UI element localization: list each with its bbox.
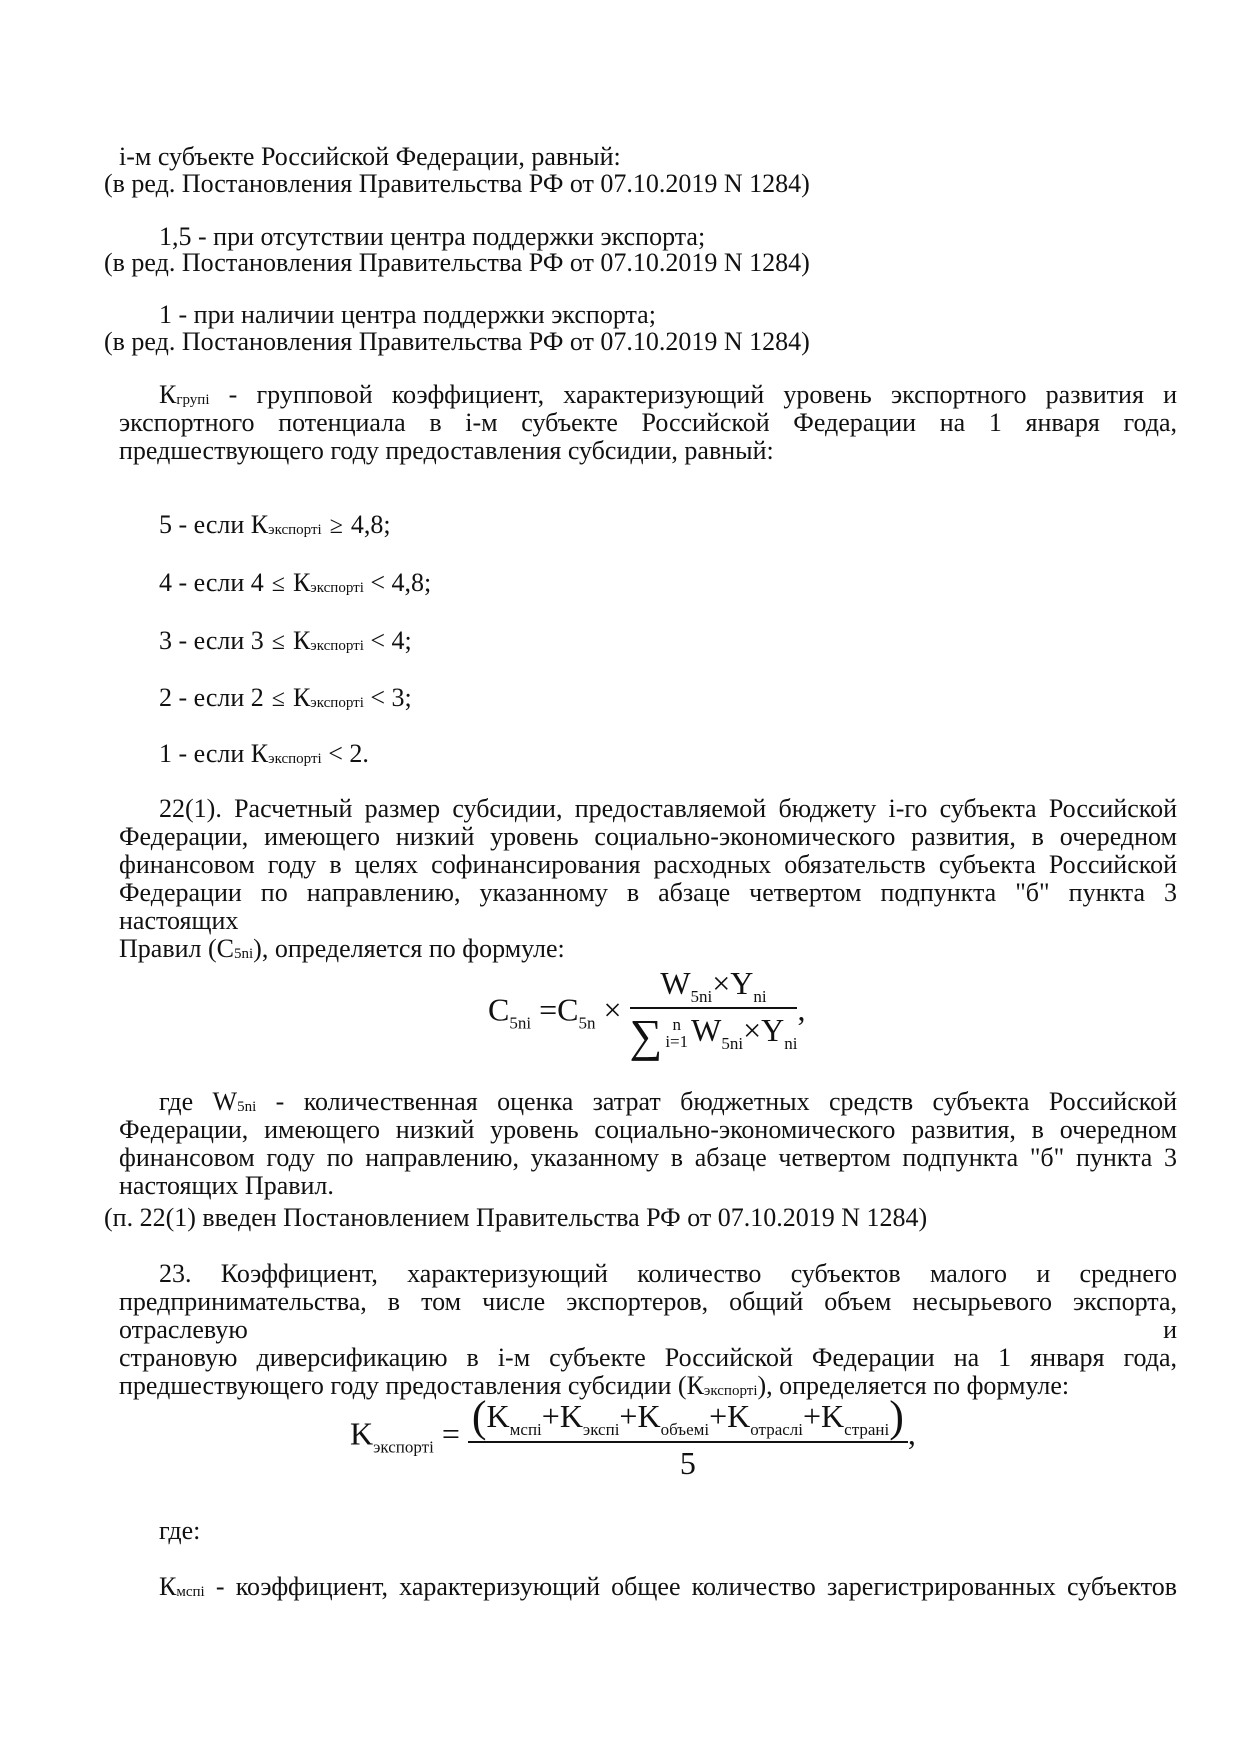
fraction: $\frac{(K_{мспi}+K_{экспi}+K_{объемi}+K_{отраслi}+K_{странi})}{5}$ [468,1395,908,1479]
fraction: $W_{5ni}\times Y_{ni}$ ∑ n i=1 $W_{5ni}\times Y_{ni}$ [629,965,798,1061]
w5ni-line-1: где $W_{5ni}$ - количественная оценка затрат бюджетных средств субъекта Российской [159,1087,1177,1116]
condition-2: 2 - если $2 \le К_{экспортi} < 3$; [159,683,412,712]
p23-line-4: предшествующего году предоставления субсидии $(К_{экспортi})$, определяется по формуле: [119,1371,1070,1400]
coefficient-item-1-5: 1,5 - при отсутствии центра поддержки экспорта; [159,222,706,251]
gte-symbol: ≥ [329,513,343,539]
sigma-icon: ∑ [629,1010,663,1061]
p22-1-line-5: Правил $(C_{5ni})$, определяется по формуле: [119,934,565,963]
formula-c5ni: $C_{5ni} =C_{5n}$ × $W_{5ni}\times Y_{ni}$ ∑ n i=1 $W_{5ni}\times Y_{ni}$ , [488,965,806,1061]
kmsp-line-1: $К_{мспi}$ - коэффициент, характеризующий общее количество зарегистрированных субъектов [159,1572,1177,1601]
lte-symbol: ≤ [271,571,285,597]
amendment-note: (в ред. Постановления Правительства РФ от 07.10.2019 N 1284) [104,327,810,356]
kgrup-line-3: предшествующего году предоставления субсидии, равный: [119,436,774,465]
p23-line-3: страновую диверсификацию в i-м субъекте Российской Федерации на 1 января года, [119,1343,1177,1372]
w5ni-line-2: Федерации, имеющего низкий уровень социально-экономического развития, в очередном [119,1115,1177,1144]
p22-1-line-4: Федерации по направлению, указанному в абзаце четвертом подпункта "б" пункта 3 настоящих [119,878,1177,935]
p22-1-line-1: 22(1). Расчетный размер субсидии, предоставляемой бюджету i-го субъекта Российской [159,794,1177,823]
amendment-note: (п. 22(1) введен Постановлением Правительства РФ от 07.10.2019 N 1284) [104,1203,928,1232]
w5ni-line-3: финансовом году по направлению, указанному в абзаце четвертом подпункта "б" пункта 3 [119,1143,1177,1172]
paragraph-23 [119,1260,1177,1400]
condition-5: 5 - если $К_{экспортi} \ge 4,8$; [159,510,391,539]
coefficient-item-1: 1 - при наличии центра поддержки экспорта; [159,300,656,329]
w5ni-line-4: настоящих Правил. [119,1171,334,1200]
intro-line: i-м субъекте Российской Федерации, равный: [119,142,621,171]
paragraph-22-1 [119,795,1177,963]
lte-symbol: ≤ [271,629,285,655]
formula-kexport: $K_{экспортi}$ = $\frac{(K_{мспi}+K_{экспi}+K_{объемi}+K_{отраслi}+K_{странi})}{5}$ , [350,1392,916,1481]
p23-line-2: предпринимательства, в том числе экспортеров, общий объем несырьевого экспорта, отраслевую и [119,1287,1177,1344]
w5ni-definition [119,1088,1177,1200]
condition-1: 1 - если $К_{экспортi} < 2$. [159,739,369,768]
p23-line-1: 23. Коэффициент, характеризующий количество субъектов малого и среднего [159,1259,1177,1288]
where-label: где: [159,1516,201,1545]
kmsp-definition [119,1573,1177,1601]
p22-1-line-3: финансовом году в целях софинансирования расходных обязательств субъекта Российской [119,850,1177,879]
kgrup-line-2: экспортного потенциала в i-м субъекте Российской Федерации на 1 января года, [119,408,1177,437]
lte-symbol: ≤ [271,686,285,712]
condition-4: 4 - если $4 \le К_{экспортi} < 4,8$; [159,568,432,597]
kgrup-definition [119,381,1177,465]
amendment-note: (в ред. Постановления Правительства РФ от 07.10.2019 N 1284) [104,169,810,198]
kgrup-line-1: $К_{групi}$ - групповой коэффициент, характеризующий уровень экспортного развития и [159,380,1177,409]
p22-1-line-2: Федерации, имеющего низкий уровень социально-экономического развития, в очередном [119,822,1177,851]
condition-3: 3 - если $3 \le К_{экспортi} < 4$; [159,626,412,655]
amendment-note: (в ред. Постановления Правительства РФ от 07.10.2019 N 1284) [104,248,810,277]
